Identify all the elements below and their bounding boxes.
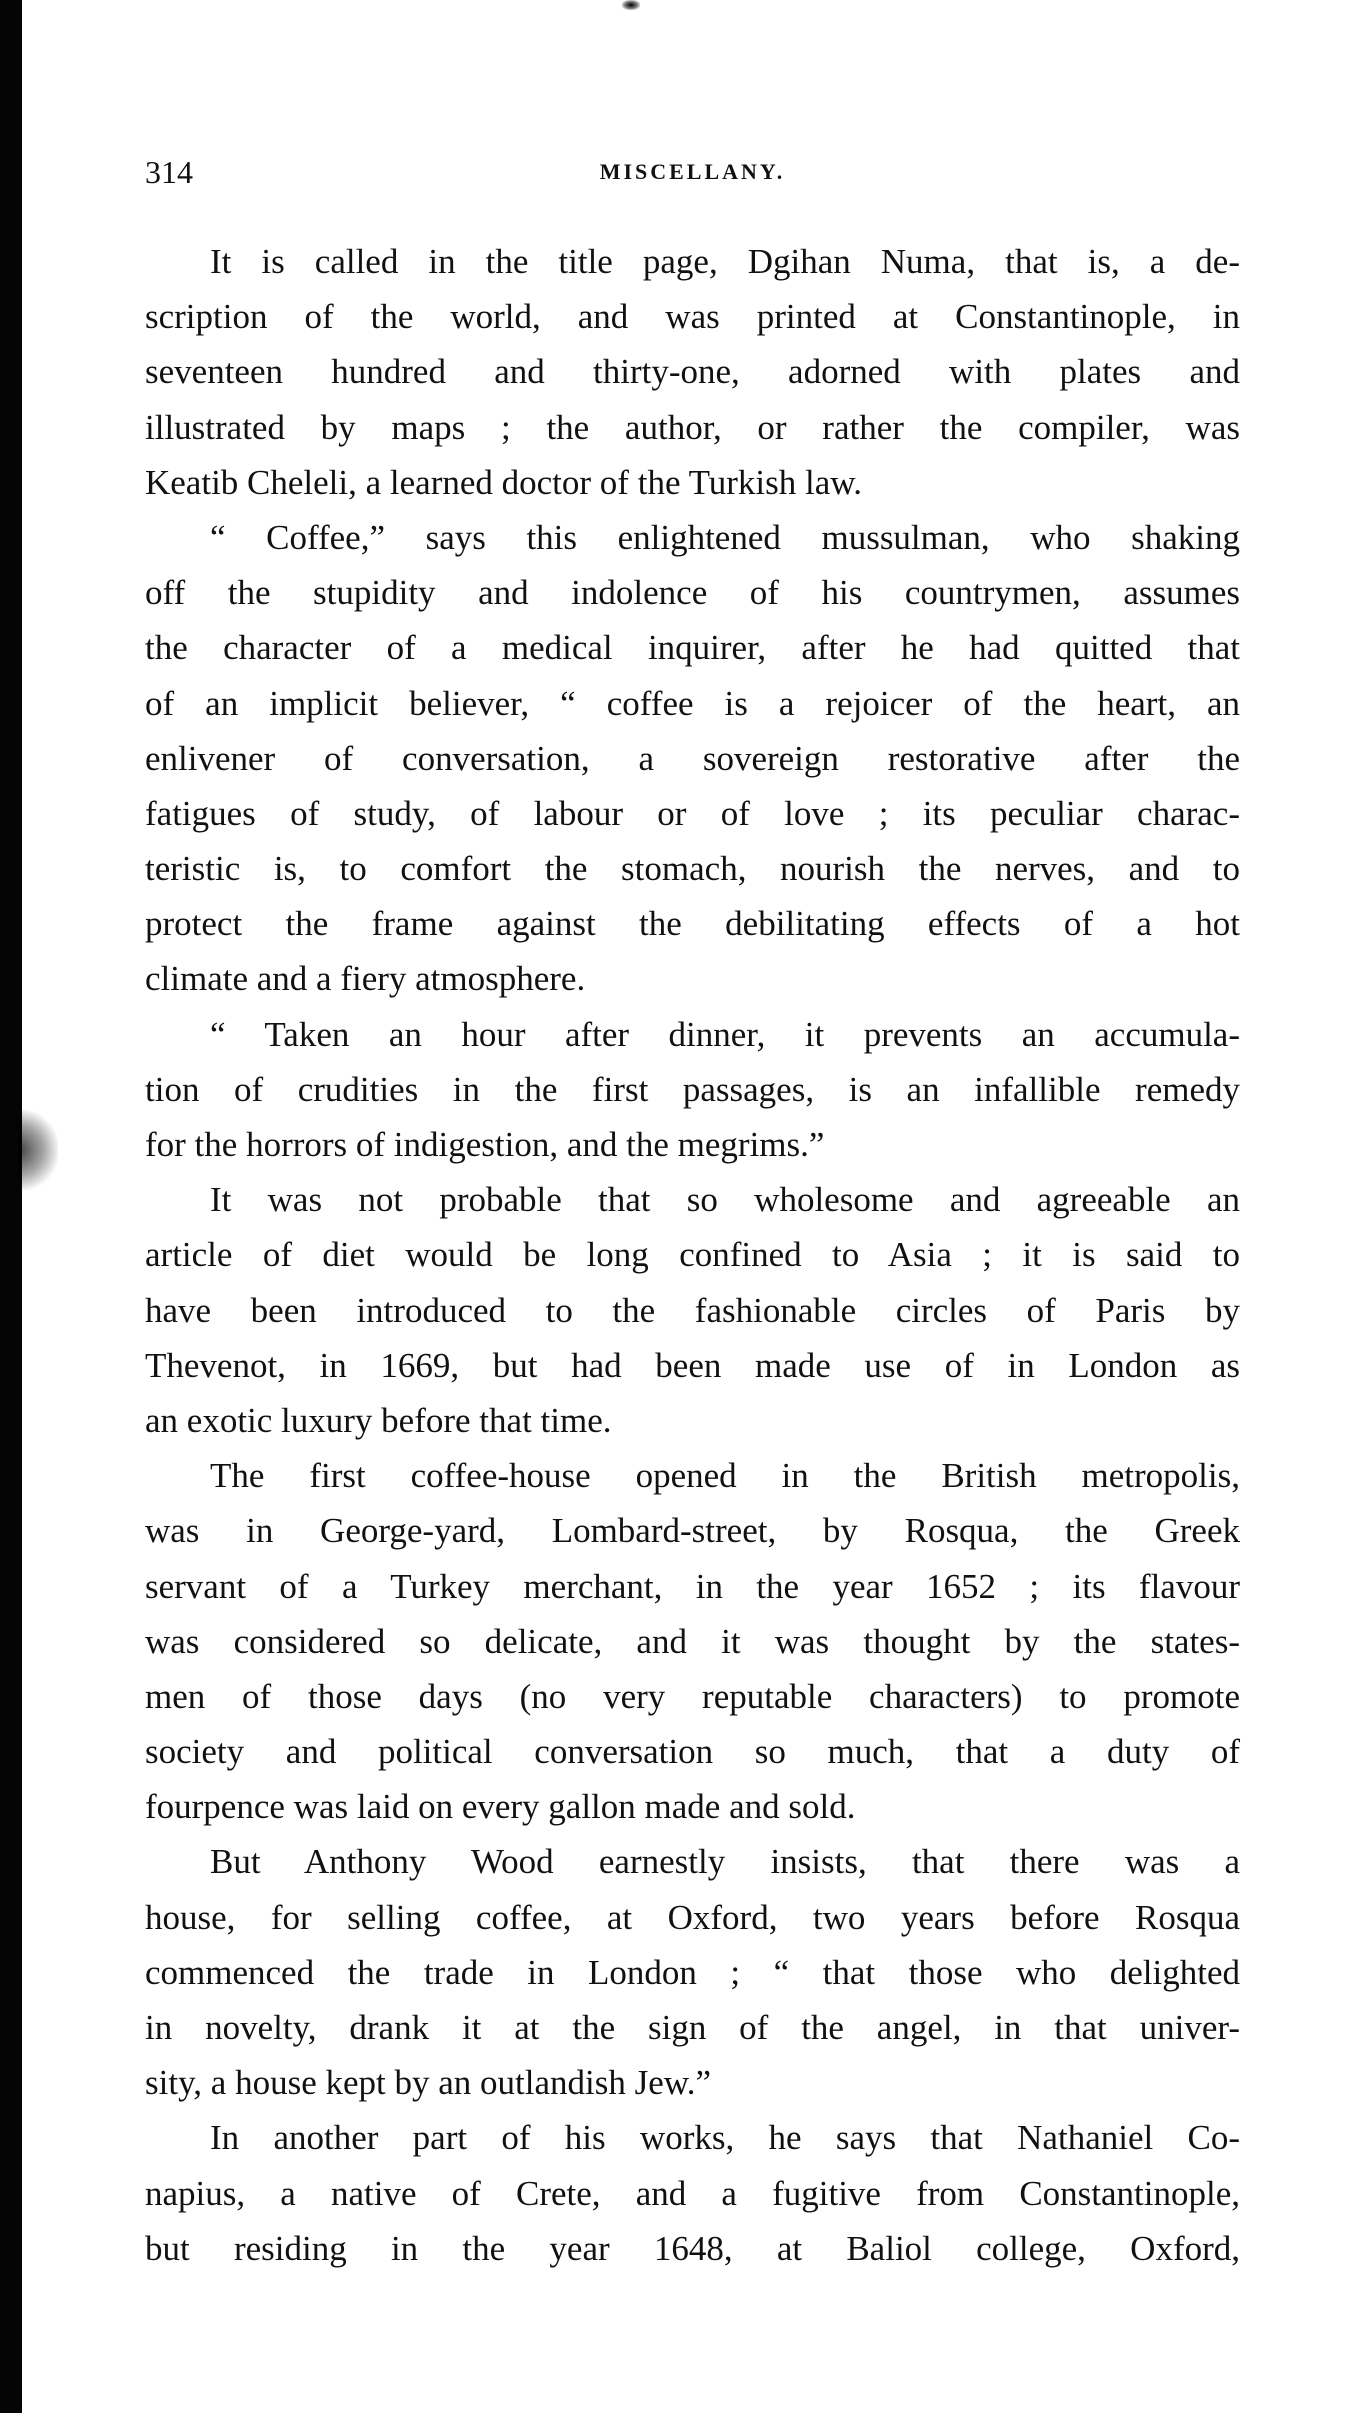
text-line: men of those days (no very reputable characters) to promote xyxy=(145,1676,1240,1716)
text-line: an exotic luxury before that time. xyxy=(145,1400,612,1440)
text-line: fourpence was laid on every gallon made and sold. xyxy=(145,1787,856,1827)
body-text xyxy=(145,234,1240,2276)
paragraph xyxy=(145,234,1240,510)
text-line: enlivener of conversation, a sovereign restorative after the xyxy=(145,738,1240,778)
running-title: MISCELLANY. xyxy=(599,159,786,184)
text-line: It is called in the title page, Dgihan Numa, that is, a de- xyxy=(210,242,1240,281)
text-line: fatigues of study, of labour or of love ; its peculiar charac- xyxy=(145,793,1240,833)
text-line: house, for selling coffee, at Oxford, two years before Rosqua xyxy=(145,1897,1240,1937)
text-line: society and political conversation so much, that a duty of xyxy=(145,1732,1240,1772)
text-line: In another part of his works, he says that Nathaniel Co- xyxy=(210,2118,1240,2158)
text-line: It was not probable that so wholesome and agreeable an xyxy=(210,1180,1240,1220)
text-line: was in George-yard, Lombard-street, by Rosqua, the Greek xyxy=(145,1511,1240,1551)
text-line: article of diet would be long confined to Asia ; it is said to xyxy=(145,1235,1240,1275)
paragraph xyxy=(145,1172,1240,1448)
text-line: napius, a native of Crete, and a fugitive from Constantinople, xyxy=(145,2173,1240,2213)
text-line: “ Taken an hour after dinner, it prevents an accumula- xyxy=(210,1014,1240,1054)
paragraph xyxy=(145,510,1240,1007)
text-line: Keatib Cheleli, a learned doctor of the Turkish law. xyxy=(145,462,863,502)
running-head xyxy=(145,152,1240,192)
text-line: illustrated by maps ; the author, or rather the compiler, was xyxy=(145,407,1240,447)
paragraph xyxy=(145,1007,1240,1173)
text-line: but residing in the year 1648, at Baliol college, Oxford, xyxy=(145,2228,1240,2268)
text-line: But Anthony Wood earnestly insists, that there was a xyxy=(210,1842,1240,1882)
text-line: commenced the trade in London ; “ that those who delighted xyxy=(145,1952,1240,1992)
text-line: the character of a medical inquirer, after he had quitted that xyxy=(145,628,1240,668)
text-line: off the stupidity and indolence of his countrymen, assumes xyxy=(145,573,1240,613)
text-line: for the horrors of indigestion, and the megrims.” xyxy=(145,1125,825,1164)
text-line: of an implicit believer, “ coffee is a rejoicer of the heart, an xyxy=(145,683,1240,723)
text-line: sity, a house kept by an outlandish Jew.” xyxy=(145,2063,712,2103)
page-number: 314 xyxy=(145,154,193,190)
text-line: servant of a Turkey merchant, in the year 1652 ; its flavour xyxy=(145,1566,1240,1606)
paragraph xyxy=(145,2110,1240,2276)
text-line: tion of crudities in the first passages, is an infallible remedy xyxy=(145,1069,1240,1109)
book-binding-edge xyxy=(0,0,22,2413)
text-line: “ Coffee,” says this enlightened mussulman, who shaking xyxy=(210,517,1240,557)
text-line: was considered so delicate, and it was thought by the states- xyxy=(145,1621,1240,1661)
text-line: have been introduced to the fashionable circles of Paris by xyxy=(145,1290,1240,1330)
text-line: in novelty, drank it at the sign of the angel, in that univer- xyxy=(145,2008,1240,2047)
scan-artifact xyxy=(622,0,640,10)
scan-artifact xyxy=(18,1110,58,1190)
text-line: scription of the world, and was printed at Constantinople, in xyxy=(145,297,1240,337)
paragraph xyxy=(145,1834,1240,2110)
text-line: protect the frame against the debilitating effects of a hot xyxy=(145,904,1240,944)
text-line: teristic is, to comfort the stomach, nourish the nerves, and to xyxy=(145,849,1240,889)
text-line: seventeen hundred and thirty-one, adorned with plates and xyxy=(145,352,1240,392)
paragraph xyxy=(145,1448,1240,1834)
text-line: The first coffee-house opened in the British metropolis, xyxy=(210,1456,1240,1496)
text-line: Thevenot, in 1669, but had been made use of in London as xyxy=(145,1345,1240,1385)
text-line: climate and a fiery atmosphere. xyxy=(145,959,586,999)
